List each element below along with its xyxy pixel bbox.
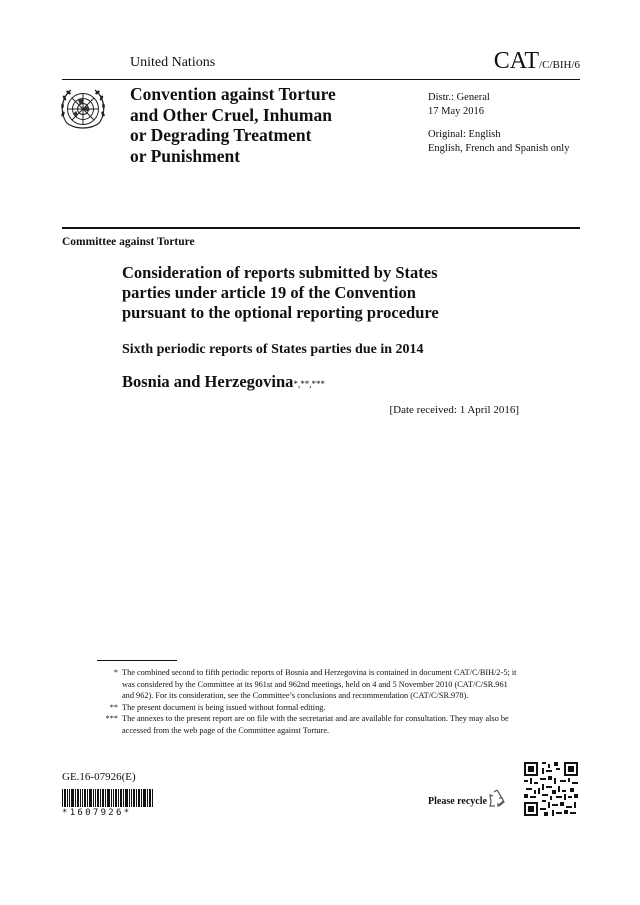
footnote-text: The combined second to fifth periodic reports of Bosnia and Herzegovina is contained in document CAT/C/BIH/2-5; it was considered by the Committee at its 961st and 962nd meetings, held on 4 and 5 November 2010 (CAT/C/SR.961 and 962). For its consideration, see the Committee’s conclusions and recommendation (CAT/C/SR.978). [122, 668, 517, 701]
language-info [428, 128, 569, 156]
document-title [122, 263, 542, 323]
convention-title-line: or Punishment [130, 145, 241, 166]
job-number: GE.16-07926(E) [62, 771, 136, 783]
header-thick-rule [62, 227, 580, 229]
convention-title [130, 84, 336, 166]
footnote-mark: *** [105, 714, 118, 724]
footnote-text: The present document is being issued without formal editing. [122, 702, 326, 712]
footnote [90, 667, 520, 702]
footnote [90, 713, 520, 736]
committee-name: Committee against Torture [62, 236, 195, 248]
convention-title-line: and Other Cruel, Inhuman [130, 104, 332, 125]
document-title-line: parties under article 19 of the Convention [122, 283, 416, 302]
footnotes [90, 667, 520, 737]
organization-name: United Nations [130, 55, 216, 70]
original-language: Original: English [428, 129, 501, 140]
header-rule [62, 79, 580, 80]
document-subtitle: Sixth periodic reports of States parties due in 2014 [122, 342, 424, 357]
date-received: [Date received: 1 April 2016] [389, 404, 519, 416]
distribution-info [428, 91, 490, 119]
document-title-line: pursuant to the optional reporting procedure [122, 303, 439, 322]
un-emblem-icon [58, 84, 108, 134]
convention-title-line: or Degrading Treatment [130, 125, 312, 145]
qr-code-icon [524, 762, 578, 816]
issue-date: 17 May 2016 [428, 106, 484, 117]
footnote-mark: ** [109, 702, 118, 712]
footnote [90, 702, 520, 714]
available-languages: English, French and Spanish only [428, 143, 570, 154]
footnote-text: The annexes to the present report are on file with the secretariat and are available for consultation. They may also be accessed from the web page of the Committee against Torture. [122, 714, 509, 735]
document-title-line: Consideration of reports submitted by States [122, 263, 438, 282]
footnote-marks: *,**,*** [293, 379, 325, 389]
symbol-suffix: /C/BIH/6 [539, 59, 580, 71]
recycle-label: Please recycle [428, 796, 487, 807]
document-symbol [494, 48, 580, 75]
country-heading [122, 372, 325, 392]
footnote-mark: * [113, 668, 118, 677]
footnote-rule [97, 660, 177, 661]
convention-title-line: Convention against Torture [130, 84, 336, 104]
recycle-icon [487, 788, 507, 808]
distribution-type: Distr.: General [428, 92, 490, 103]
barcode-icon [62, 789, 154, 807]
country-name: Bosnia and Herzegovina [122, 372, 294, 391]
barcode-number: *1607926* [62, 808, 132, 818]
symbol-main: CAT [493, 48, 540, 74]
